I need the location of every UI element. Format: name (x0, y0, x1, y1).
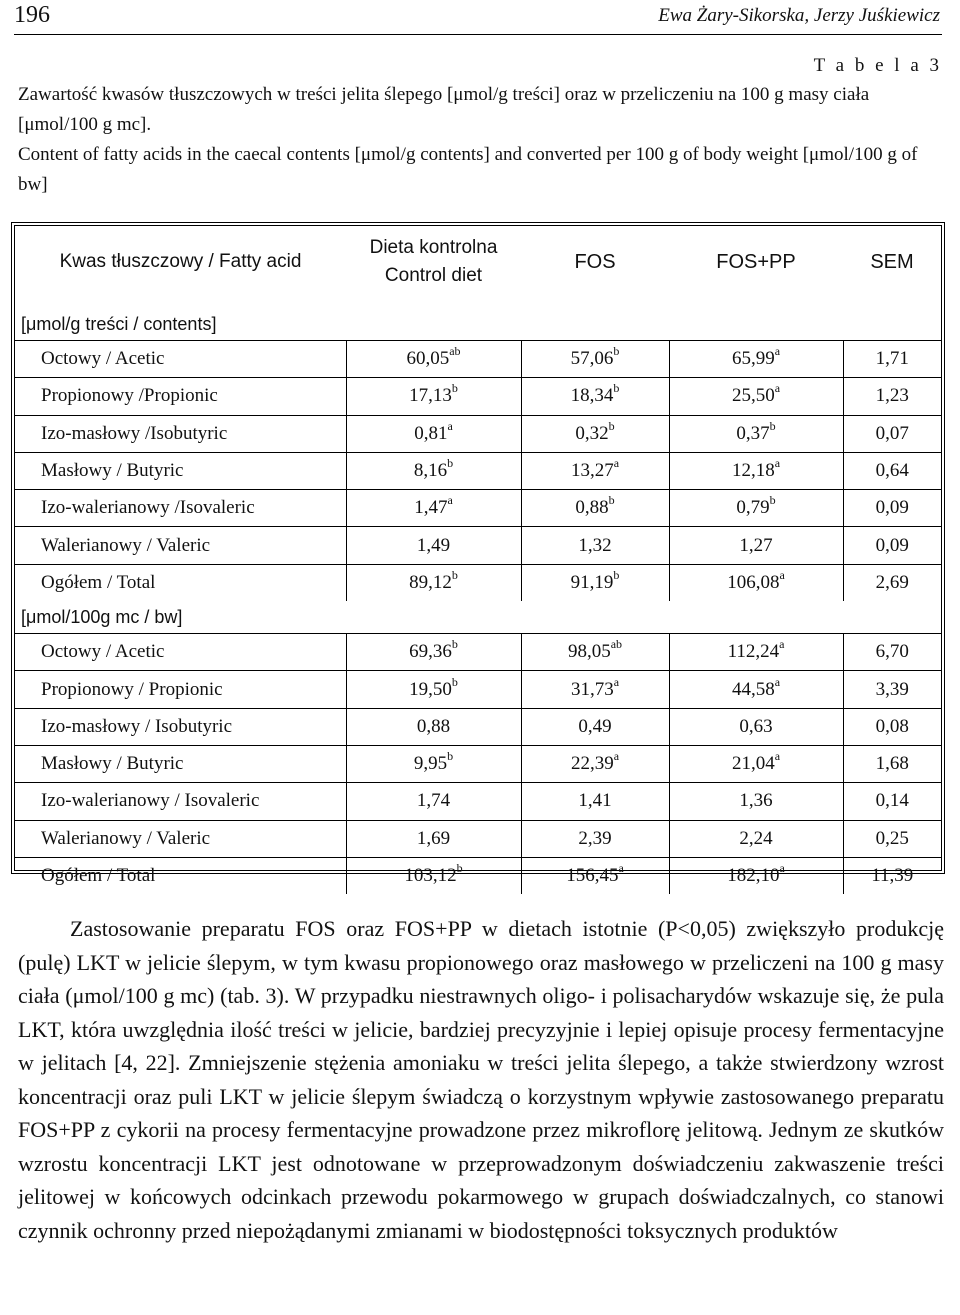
fatty-acid-name: Izo-masłowy / Isobutyric (15, 708, 346, 745)
table-row (15, 671, 941, 708)
value-sem: 2,69 (843, 564, 941, 601)
significance-superscript: b (613, 344, 620, 359)
cell-value: 1,47 (414, 497, 448, 519)
significance-superscript: a (613, 674, 620, 689)
value-fos (521, 415, 669, 452)
value-control (346, 564, 521, 601)
table-row (15, 820, 941, 857)
table-row (15, 527, 941, 564)
value-fos-pp (669, 634, 843, 671)
significance-superscript: b (608, 493, 615, 508)
significance-superscript: b (613, 381, 620, 396)
value-fos-pp (669, 783, 843, 820)
cell-value: 1,41 (578, 790, 612, 812)
value-control (346, 671, 521, 708)
header-control-pl: Dieta kontrolna (369, 237, 498, 258)
significance-superscript: b (451, 381, 458, 396)
table-caption-polish: Zawartość kwasów tłuszczowych w treści jelita ślepego [μmol/g treści] oraz w przeliczeniu na 100 g masy ciała [μmol/100 g mc]. (18, 84, 870, 135)
significance-superscript: a (618, 861, 624, 875)
value-sem: 0,08 (843, 708, 941, 745)
header-fos: FOS (574, 250, 616, 273)
significance-superscript: b (451, 637, 458, 652)
value-fos (521, 783, 669, 820)
significance-superscript: a (613, 456, 620, 471)
cell-value: 18,34 (570, 385, 614, 407)
section-contents-body (15, 298, 941, 601)
header-fos-pp: FOS+PP (716, 250, 796, 273)
cell-value: 2,24 (739, 827, 773, 849)
section-title-bodyweight: [μmol/100g mc / bw] (21, 606, 183, 627)
section-title-contents: [μmol/g treści / contents] (21, 313, 217, 334)
value-fos (521, 857, 669, 894)
cell-value: 106,08 (727, 571, 780, 593)
value-fos-pp (669, 378, 843, 415)
cell-value: 0,63 (739, 715, 773, 737)
cell-value: 65,99 (731, 348, 775, 370)
header-sem: SEM (870, 250, 914, 273)
cell-value: 0,32 (575, 422, 609, 444)
header-fatty-acid: Kwas tłuszczowy / Fatty acid (59, 251, 302, 272)
header-control-diet (346, 226, 521, 298)
table-caption-english: Content of fatty acids in the caecal contents [μmol/g contents] and converted per 100 g of body weight [μmol/100 g of bw] (18, 144, 918, 195)
value-fos (521, 490, 669, 527)
significance-superscript: b (447, 749, 454, 764)
value-fos (521, 708, 669, 745)
fatty-acid-name: Propionowy /Propionic (15, 378, 346, 415)
table-row (15, 378, 941, 415)
significance-superscript: a (774, 749, 781, 764)
table-row (15, 783, 941, 820)
fatty-acid-name: Octowy / Acetic (15, 341, 346, 378)
significance-superscript: a (447, 418, 453, 433)
cell-value: 17,13 (409, 385, 452, 407)
table-row (15, 490, 941, 527)
value-sem: 0,25 (843, 820, 941, 857)
value-control (346, 820, 521, 857)
table-row (15, 745, 941, 782)
value-sem: 0,09 (843, 490, 941, 527)
running-header-authors: Ewa Żary-Sikorska, Jerzy Juśkiewicz (658, 5, 940, 26)
significance-superscript: a (774, 674, 781, 689)
significance-superscript: a (447, 493, 453, 508)
cell-value: 21,04 (731, 753, 775, 775)
cell-value: 22,39 (570, 753, 614, 775)
value-fos (521, 564, 669, 601)
cell-value: 0,88 (416, 715, 451, 737)
significance-superscript: b (447, 456, 454, 471)
cell-value: 103,12 (404, 865, 457, 886)
value-sem: 11,39 (843, 857, 941, 894)
table-row (15, 708, 941, 745)
value-fos (521, 378, 669, 415)
value-control (346, 634, 521, 671)
significance-superscript: b (769, 418, 776, 433)
cell-value: 156,45 (566, 865, 619, 886)
fatty-acid-name: Walerianowy / Valeric (15, 527, 346, 564)
cell-value: 1,69 (416, 827, 451, 849)
fatty-acids-table (11, 222, 945, 886)
cell-value: 13,27 (570, 460, 614, 482)
fatty-acid-name: Walerianowy / Valeric (15, 820, 346, 857)
significance-superscript: b (456, 861, 463, 875)
significance-superscript: ab (449, 344, 461, 359)
cell-value: 1,27 (739, 534, 773, 556)
fatty-acid-name: Izo-walerianowy /Isovaleric (15, 490, 346, 527)
significance-superscript: b (608, 418, 615, 433)
value-fos-pp (669, 527, 843, 564)
value-sem: 0,64 (843, 452, 941, 489)
significance-superscript: ab (610, 637, 623, 652)
cell-value: 60,05 (406, 348, 450, 370)
table-row (15, 634, 941, 671)
value-fos (521, 341, 669, 378)
cell-value: 89,12 (409, 571, 452, 593)
page-number: 196 (14, 2, 50, 28)
cell-value: 1,36 (739, 790, 773, 812)
value-sem: 0,09 (843, 527, 941, 564)
significance-superscript: a (779, 861, 785, 875)
fatty-acid-name: Masłowy / Butyric (15, 745, 346, 782)
cell-value: 1,32 (578, 534, 612, 556)
significance-superscript: a (774, 344, 781, 359)
value-fos (521, 452, 669, 489)
value-fos-pp (669, 564, 843, 601)
value-fos (521, 634, 669, 671)
value-fos-pp (669, 490, 843, 527)
cell-value: 112,24 (727, 641, 780, 663)
cell-value: 1,49 (416, 534, 451, 556)
fatty-acid-name: Izo-walerianowy / Isovaleric (15, 783, 346, 820)
cell-value: 1,74 (416, 790, 451, 812)
significance-superscript: a (774, 381, 781, 396)
value-fos (521, 527, 669, 564)
value-fos (521, 671, 669, 708)
value-control (346, 490, 521, 527)
value-fos (521, 820, 669, 857)
significance-superscript: b (769, 493, 776, 508)
significance-superscript: a (613, 749, 620, 764)
fatty-acid-name: Izo-masłowy /Isobutyric (15, 415, 346, 452)
value-control (346, 378, 521, 415)
value-sem: 1,68 (843, 745, 941, 782)
value-fos-pp (669, 745, 843, 782)
cell-value: 0,88 (575, 497, 609, 519)
value-fos-pp (669, 341, 843, 378)
value-control (346, 745, 521, 782)
cell-value: 25,50 (731, 385, 775, 407)
table-row (15, 564, 941, 601)
cell-value: 69,36 (409, 641, 452, 663)
cell-value: 57,06 (570, 348, 614, 370)
value-control (346, 415, 521, 452)
value-fos (521, 745, 669, 782)
table-row (15, 452, 941, 489)
value-fos-pp (669, 452, 843, 489)
cell-value: 2,39 (578, 827, 612, 849)
body-paragraph: Zastosowanie preparatu FOS oraz FOS+PP w dietach istotnie (P<0,05) zwiększyło produkcję (pulę) LKT w jelicie ślepym, w tym kwasu propionowego oraz masłowego w przeliczeni na 100 g masy ciała (μmol/100 g mc) (tab. 3). W przypadku niestrawnych oligo- i polisacharydów wskazuje się, że pula LKT, która uwzględnia ilość treści w jelicie, bardziej precyzyjnie i lepiej opisuje procesy fermentacyjne w jelitach [4, 22]. Zmniejszenie stężenia amoniaku w treści jelita ślepego, a także stwierdzony wzrost koncentracji oraz puli LKT w jelicie ślepym świadczą o korzystnym wpływie zastosowanego preparatu FOS+PP z cykorii na procesy fermentacyjne prowadzone przez mikroflorę jelitową. Jednym ze skutków wzrostu koncentracji LKT jest odnotowane w przeprowadzonym doświadczeniu zakwaszenie treści jelitowej w końcowych odcinkach przewodu pokarmowego w grupach doświadczalnych, co stanowi czynnik ochronny przed niepożądanymi zmianami w biodostępności toksycznych produktów (18, 916, 944, 1243)
table-row (15, 415, 941, 452)
value-control (346, 708, 521, 745)
significance-superscript: a (779, 567, 785, 582)
value-fos-pp (669, 708, 843, 745)
cell-value: 19,50 (409, 678, 452, 700)
value-control (346, 783, 521, 820)
significance-superscript: a (774, 456, 781, 471)
value-sem: 0,14 (843, 783, 941, 820)
value-sem: 6,70 (843, 634, 941, 671)
fatty-acid-name: Masłowy / Butyric (15, 452, 346, 489)
cell-value: 0,49 (578, 715, 612, 737)
cell-value: 8,16 (413, 460, 448, 482)
value-fos-pp (669, 415, 843, 452)
header-rule (14, 34, 942, 35)
cell-value: 0,81 (414, 422, 448, 444)
fatty-acid-name: Ogółem / Total (15, 857, 346, 894)
fatty-acid-name: Octowy / Acetic (15, 634, 346, 671)
value-fos-pp (669, 671, 843, 708)
fatty-acid-name: Ogółem / Total (15, 564, 346, 601)
value-control (346, 341, 521, 378)
cell-value: 31,73 (570, 678, 614, 700)
value-sem: 1,71 (843, 341, 941, 378)
cell-value: 9,95 (413, 753, 448, 775)
cell-value: 0,37 (736, 422, 770, 444)
table-label: T a b e l a 3 (813, 55, 942, 76)
value-fos-pp (669, 857, 843, 894)
cell-value: 182,10 (727, 865, 780, 886)
fatty-acid-name: Propionowy / Propionic (15, 671, 346, 708)
cell-value: 44,58 (731, 678, 775, 700)
header-control-en: Control diet (384, 265, 483, 286)
value-sem: 0,07 (843, 415, 941, 452)
value-sem: 1,23 (843, 378, 941, 415)
value-control (346, 857, 521, 894)
value-control (346, 452, 521, 489)
section-bodyweight-body (15, 601, 941, 894)
table-row (15, 857, 941, 894)
cell-value: 12,18 (731, 460, 775, 482)
significance-superscript: a (779, 637, 785, 652)
value-control (346, 527, 521, 564)
significance-superscript: b (451, 674, 458, 689)
body-text (18, 912, 944, 1247)
significance-superscript: b (451, 567, 458, 582)
value-sem: 3,39 (843, 671, 941, 708)
significance-superscript: b (613, 567, 620, 582)
cell-value: 98,05 (567, 641, 611, 663)
cell-value: 91,19 (570, 571, 614, 593)
value-fos-pp (669, 820, 843, 857)
table-row (15, 341, 941, 378)
cell-value: 0,79 (736, 497, 770, 519)
